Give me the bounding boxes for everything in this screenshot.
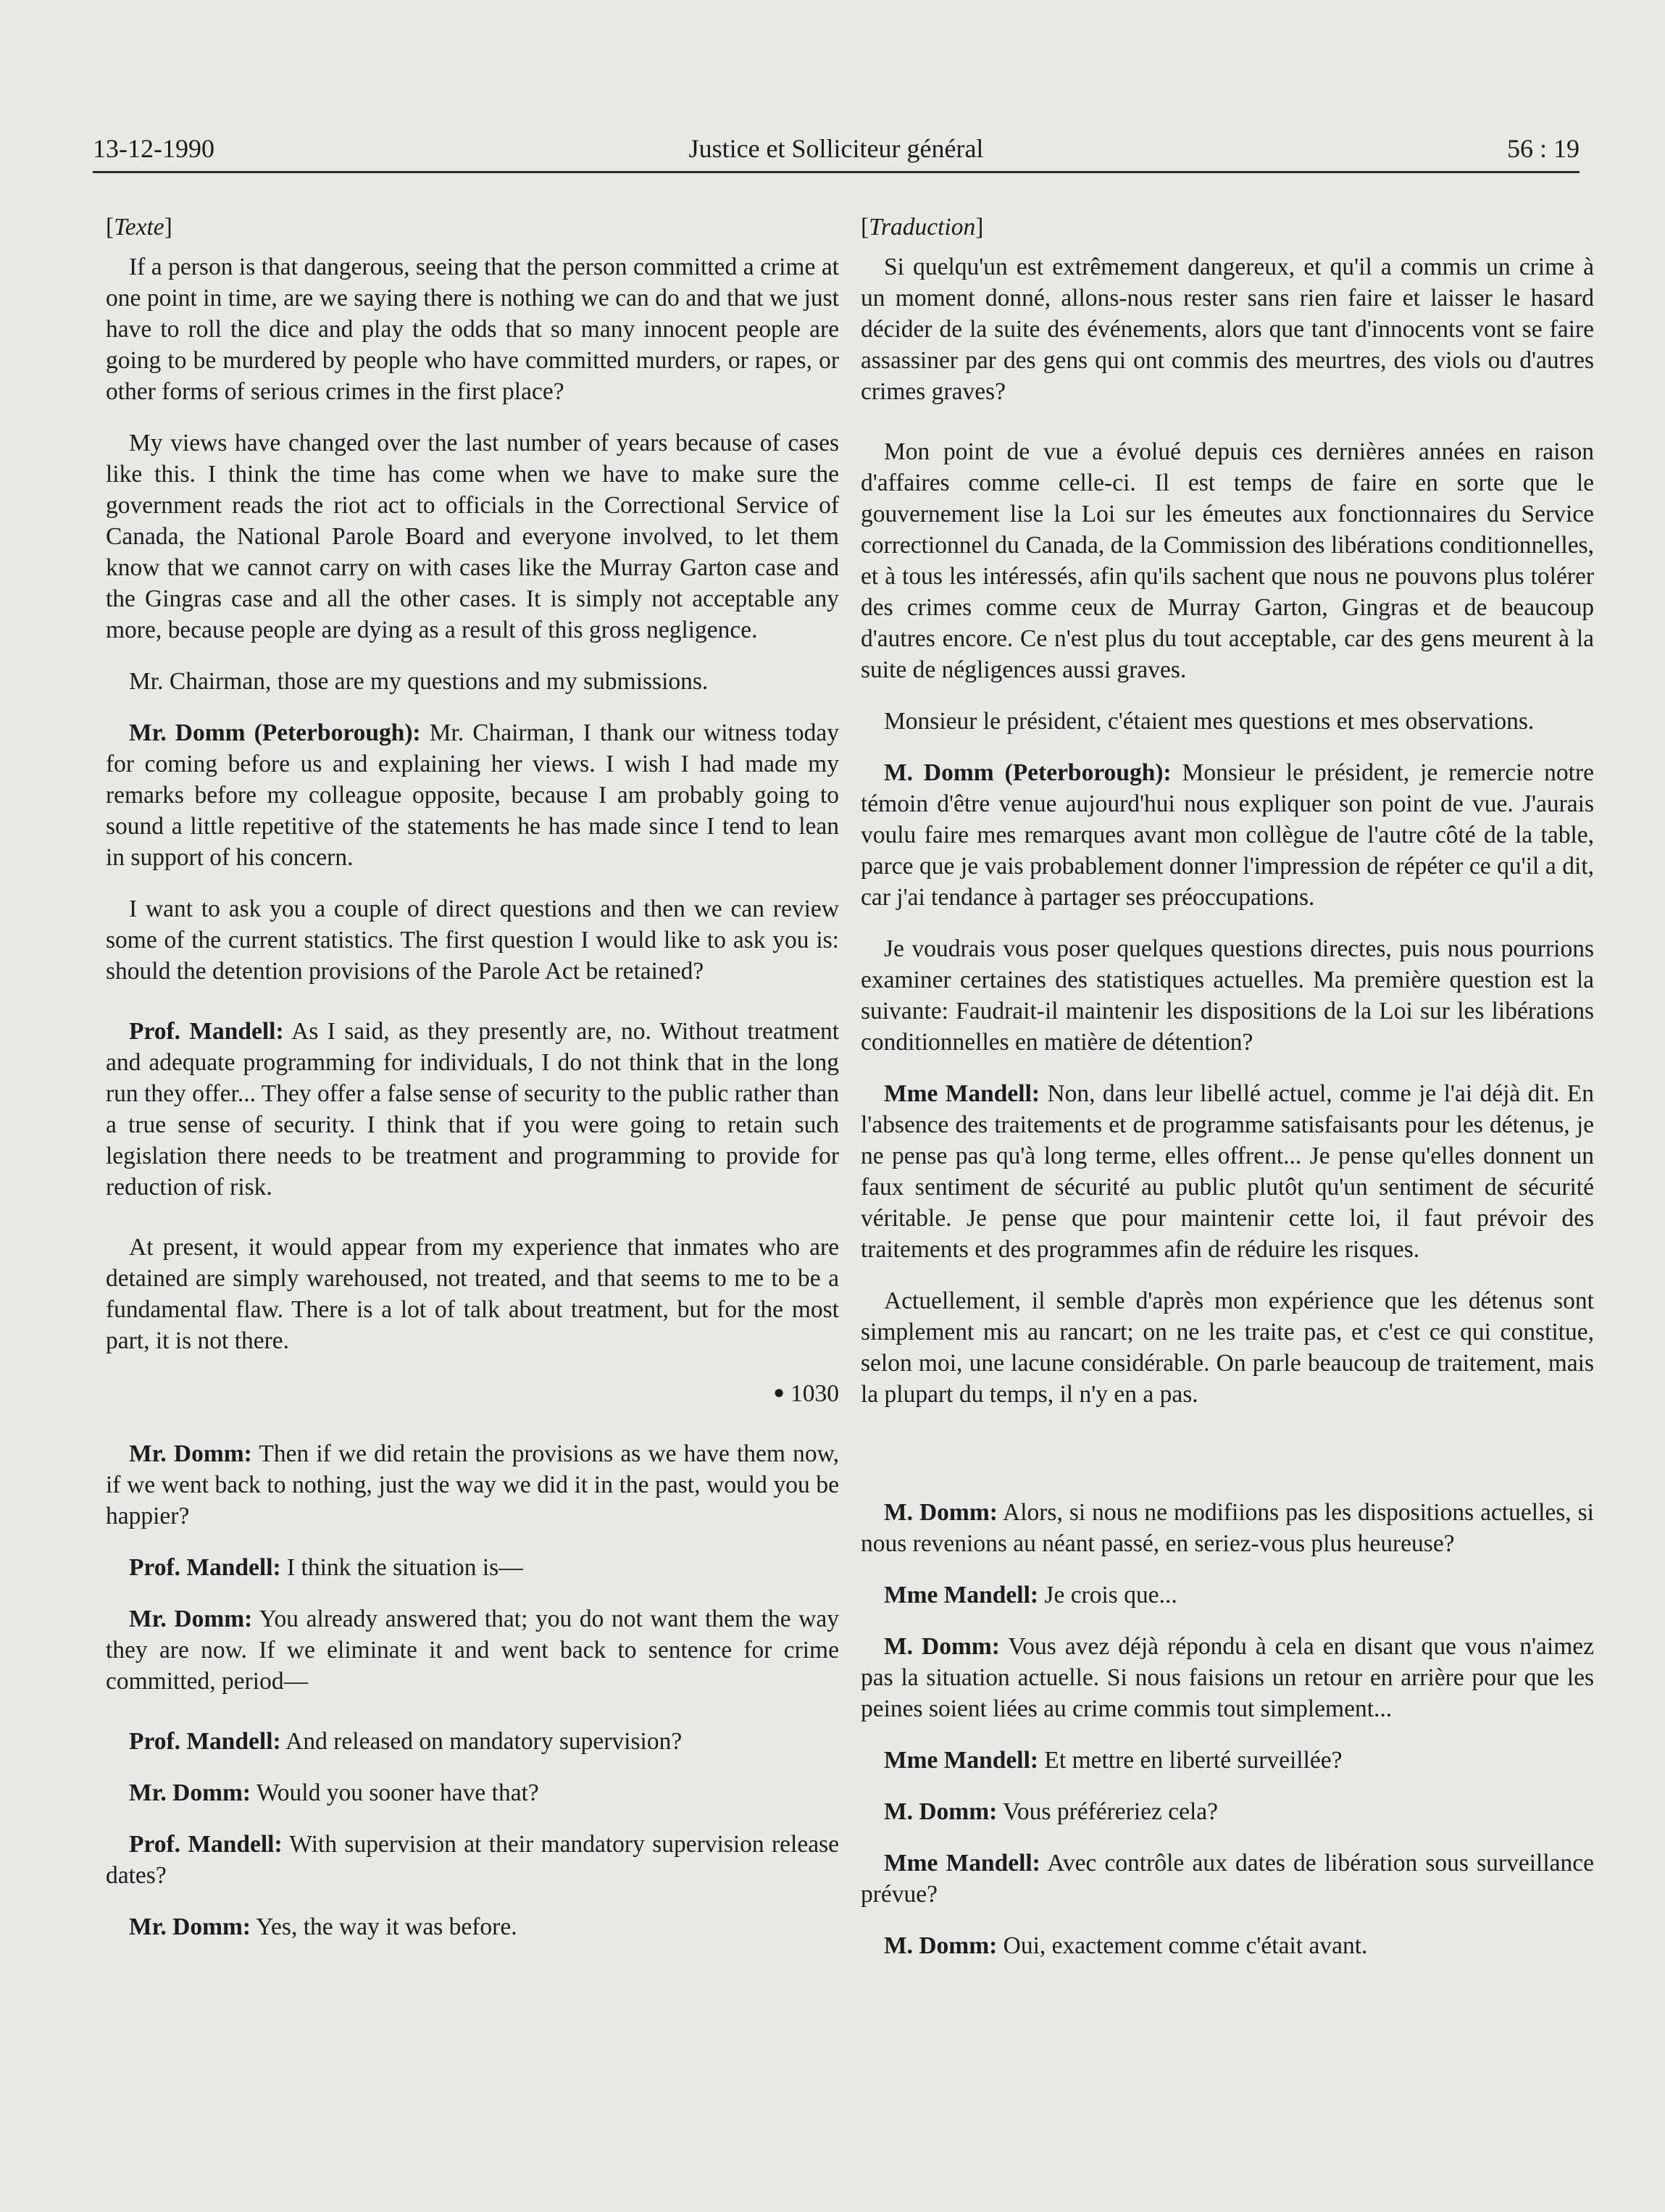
speech-paragraph: Prof. Mandell: With supervision at their mandatory supervision release dates? (106, 1831, 840, 1889)
paragraph: Actuellement, il semble d'après mon expérience que les détenus sont simplement mis au rancart; on ne les traite pas, et c'est ce qui constitue, selon moi, une lacune considérable. On parle beaucoup de traitement, mais la plupart du temps, il n'y en a pas. (861, 1287, 1594, 1408)
bullet-icon: ● (773, 1382, 785, 1403)
speech-paragraph: Mr. Domm: Yes, the way it was before. (129, 1913, 517, 1940)
speaker-name: Mme Mandell: (884, 1850, 1040, 1877)
speaker-name: Mr. Domm: (129, 1606, 253, 1632)
speaker-name: Mr. Domm: (129, 1440, 252, 1467)
paragraph: Monsieur le président, c'étaient mes questions et mes observations. (884, 708, 1535, 735)
speech-paragraph: M. Domm (Peterborough): Monsieur le président, je remercie notre témoin d'être venue aujourd'hui nous expliquer son point de vue. J'aurais voulu faire mes remarques avant mon collègue de l'autre côté de la table, parce que je vais probablement donner l'impression de répéter ce qu'il a dit, car j'ai tendance à partager ses préoccupations. (861, 759, 1594, 911)
paragraph: If a person is that dangerous, seeing that the person committed a crime at one point in time, are we saying there is nothing we can do and that we just have to roll the dice and play the odds that so many innocent people are going to be murdered by people who have committed murders, or rapes, or other forms of serious crimes in the first place? (106, 254, 839, 405)
speech-paragraph: Mr. Domm: You already answered that; you do not want them the way they are now. If we eliminate it and went back to sentence for crime committed, period— (106, 1606, 839, 1695)
speaker-name: M. Domm: (884, 1633, 1000, 1660)
speech-paragraph: M. Domm: Vous préféreriez cela? (884, 1798, 1219, 1825)
header-date: 13-12-1990 (93, 134, 214, 163)
speech-paragraph: Mme Mandell: Avec contrôle aux dates de libération sous surveillance prévue? (861, 1850, 1594, 1908)
time-marker: ● 1030 (773, 1380, 839, 1407)
speech-paragraph: Mr. Domm: Then if we did retain the provisions as we have them now, if we went back to nothing, just the way we did it in the past, would you be happier? (106, 1440, 839, 1529)
section-label-texte: [Texte] (106, 214, 172, 241)
header-page-number: 56 : 19 (1506, 134, 1580, 163)
speaker-name: M. Domm: (884, 1932, 998, 1959)
speaker-name: M. Domm (Peterborough): (884, 759, 1172, 786)
speech-paragraph: Mme Mandell: Et mettre en liberté surveillée? (884, 1747, 1343, 1774)
speech-paragraph: Prof. Mandell: As I said, as they presently are, no. Without treatment and adequate programming for individuals, I do not think that in the long run they offer... They offer a false sense of security to the public rather than a true sense of security. I think that if you were going to retain such legislation there needs to be treatment and programming to provide for reduction of risk. (106, 1018, 839, 1201)
speaker-name: Mr. Domm: (129, 1779, 251, 1806)
speaker-name: Prof. Mandell: (129, 1018, 284, 1045)
paragraph: Mr. Chairman, those are my questions and my submissions. (129, 668, 709, 695)
page-header (93, 123, 1580, 173)
speech-paragraph: Mme Mandell: Non, dans leur libellé actuel, comme je l'ai déjà dit. En l'absence des traitements et de programme satisfaisants pour les détenus, je ne pense pas qu'à long terme, elles offrent... Je pense qu'elles donnent un faux sentiment de sécurité au public plutôt qu'un sentiment de sécurité véritable. Je pense que pour maintenir cette loi, il faut prévoir des traitements et des programmes afin de réduire les risques. (861, 1080, 1594, 1263)
speech-paragraph: Mr. Domm: Would you sooner have that? (129, 1779, 539, 1806)
speech-paragraph: Mme Mandell: Je crois que... (884, 1582, 1177, 1608)
paragraph: My views have changed over the last number of years because of cases like this. I think the time has come when we have to make sure the government reads the riot act to officials in the Correctional Service of Canada, the National Parole Board and everyone involved, to let them know that we cannot carry on with cases like the Murray Garton case and the Gingras case and all the other cases. It is simply not acceptable any more, because people are dying as a result of this gross negligence. (106, 430, 839, 643)
section-label-traduction: [Traduction] (861, 214, 984, 241)
speaker-name: Mme Mandell: (884, 1582, 1039, 1608)
speech-paragraph: M. Domm: Vous avez déjà répondu à cela en disant que vous n'aimez pas la situation actuelle. Si nous faisions un retour en arrière pour que les peines soient liées au crime commis tout simplement... (861, 1633, 1594, 1722)
speaker-name: M. Domm: (884, 1499, 998, 1526)
paragraph: Mon point de vue a évolué depuis ces dernières années en raison d'affaires comme celle-ci. Il est temps de faire en sorte que le gouvernement lise la Loi sur les émeutes aux fonctionnaires du Service correctionnel du Canada, de la Commission des libérations conditionnelles, et à tous les intéressés, afin qu'ils sachent que nous ne pouvons plus tolérer des crimes comme ceux de Murray Garton, Gingras et de beaucoup d'autres encore. Ce n'est plus du tout acceptable, car des gens meurent à la suite de négligences aussi graves. (861, 438, 1594, 683)
paragraph: At present, it would appear from my experience that inmates who are detained are simply warehoused, not treated, and that seems to me to be a fundamental flaw. There is a lot of talk about treatment, but for the most part, it is not there. (106, 1234, 839, 1354)
right-column (861, 212, 1594, 1982)
speech-paragraph: M. Domm: Oui, exactement comme c'était avant. (884, 1932, 1368, 1959)
speaker-name: M. Domm: (884, 1798, 998, 1825)
speaker-name: Prof. Mandell: (129, 1554, 281, 1581)
left-column (106, 212, 839, 1963)
paragraph: I want to ask you a couple of direct questions and then we can review some of the current statistics. The first question I would like to ask you is: should the detention provisions of the Parole Act be retained? (106, 896, 839, 985)
speech-paragraph: Prof. Mandell: I think the situation is— (129, 1554, 523, 1581)
speaker-name: Mr. Domm (Peterborough): (129, 719, 421, 746)
paragraph: Si quelqu'un est extrêmement dangereux, et qu'il a commis un crime à un moment donné, allons-nous rester sans rien faire et laisser le hasard décider de la suite des événements, alors que tant d'innocents vont se faire assassiner par des gens qui ont commis des meurtres, des viols ou d'autres crimes graves? (861, 254, 1594, 405)
header-title: Justice et Solliciteur général (688, 134, 984, 163)
speaker-name: Mr. Domm: (129, 1913, 251, 1940)
speech-paragraph: Mr. Domm (Peterborough): Mr. Chairman, I thank our witness today for coming before us and explaining her views. I wish I had made my remarks before my colleague opposite, because I am probably going to sound a little repetitive of the statements he has made since I tend to lean in support of his concern. (106, 719, 839, 871)
speech-paragraph: Prof. Mandell: And released on mandatory supervision? (129, 1728, 683, 1755)
speaker-name: Mme Mandell: (884, 1080, 1040, 1107)
paragraph: Je voudrais vous poser quelques questions directes, puis nous pourrions examiner certaines des statistiques actuelles. Ma première question est la suivante: Faudrait-il maintenir les dispositions de la Loi sur les libérations conditionnelles en matière de détention? (861, 935, 1594, 1056)
speaker-name: Prof. Mandell: (129, 1831, 283, 1858)
speaker-name: Mme Mandell: (884, 1747, 1039, 1774)
speech-paragraph: M. Domm: Alors, si nous ne modifiions pas les dispositions actuelles, si nous revenions au néant passé, en seriez-vous plus heureuse? (861, 1499, 1594, 1557)
speaker-name: Prof. Mandell: (129, 1728, 281, 1755)
